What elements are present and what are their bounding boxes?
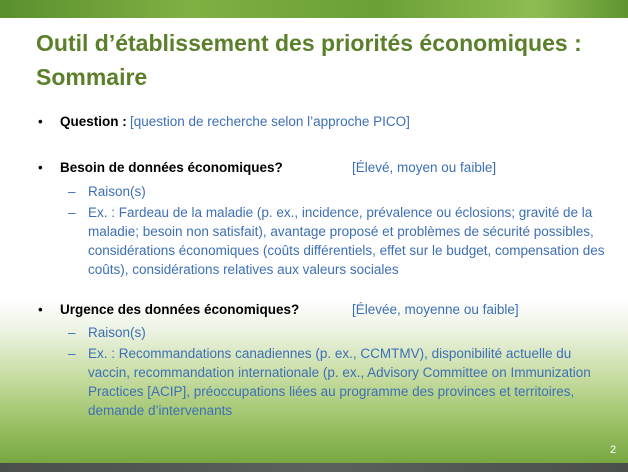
need-reason-text: Raison(s)	[88, 184, 146, 199]
dash-marker: –	[68, 325, 76, 340]
slide-title: Outil d’établissement des priorités économiques : Sommaire	[36, 30, 582, 90]
need-example-text: Ex. : Fardeau de la maladie (p. ex., incidence, prévalence ou éclosions; gravité de la maladie; besoin non satisfait), avantage proposé et problèmes de sécurité possibles, considérations économiques (coûts différentiels, effet sur le budget, compensation des coûts), considérations relatives aux valeurs sociales	[88, 205, 605, 277]
bottom-decorative-band	[0, 463, 628, 472]
dash-marker: –	[68, 184, 76, 199]
bullet-dot: •	[38, 302, 43, 317]
bullet-dot: •	[38, 114, 43, 129]
urgency-value: [Élevée, moyenne ou faible]	[352, 302, 519, 317]
bullet-dot: •	[38, 160, 43, 175]
dash-marker: –	[68, 205, 76, 220]
urgency-example-text: Ex. : Recommandations canadiennes (p. ex., CCMTMV), disponibilité actuelle du vaccin, recommandation internationale (p. ex., Advisory Committee on Immunization Practices [ACIP], préoccupations liées au programme des provinces et territoires, demande d’intervenants	[88, 346, 591, 418]
need-value: [Élevé, moyen ou faible]	[352, 160, 497, 175]
urgency-reason-text: Raison(s)	[88, 325, 146, 340]
question-label: Question :	[60, 114, 127, 129]
top-decorative-band	[0, 0, 628, 18]
need-label: Besoin de données économiques?	[60, 160, 283, 175]
question-value: [question de recherche selon l’approche PICO]	[130, 114, 410, 129]
page-number: 2	[610, 444, 617, 456]
urgency-label: Urgence des données économiques?	[60, 302, 300, 317]
dash-marker: –	[68, 346, 76, 361]
